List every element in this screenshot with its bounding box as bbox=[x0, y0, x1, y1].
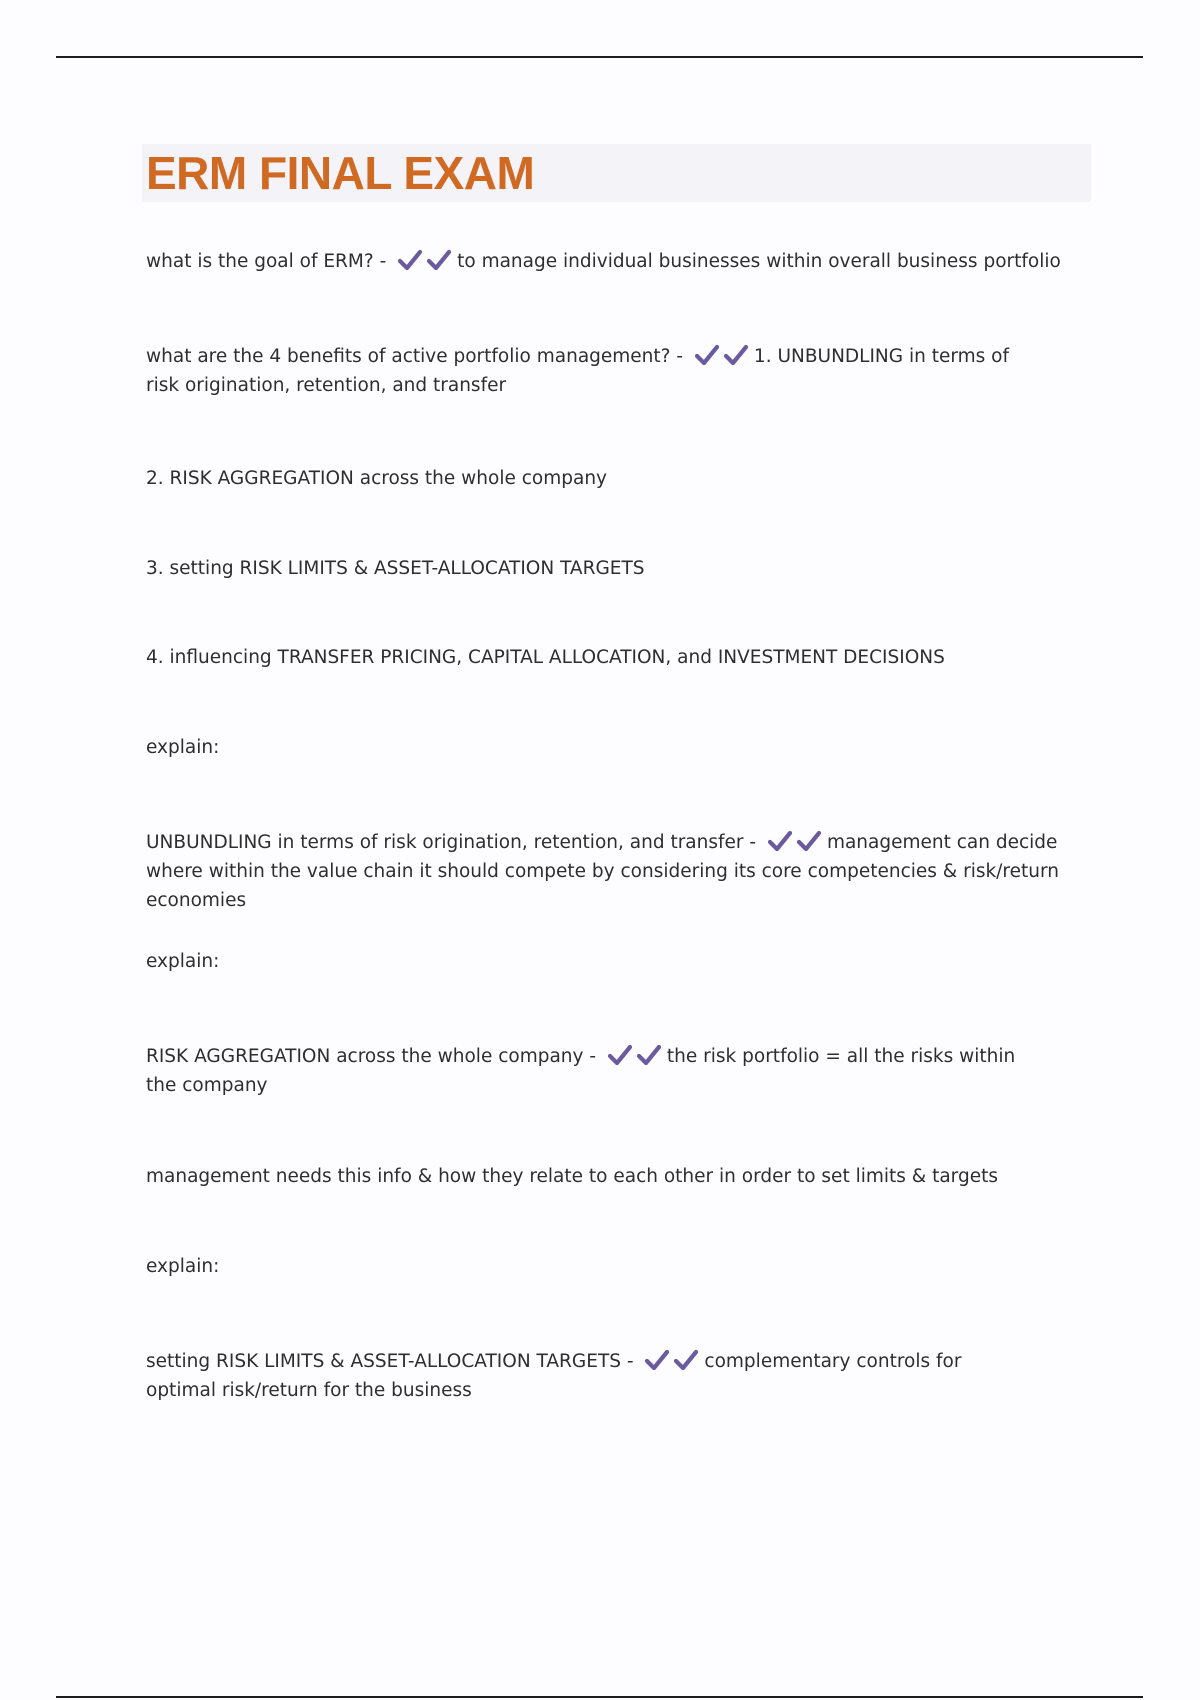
checkmark-icon bbox=[608, 1044, 632, 1066]
question-text: UNBUNDLING in terms of risk origination, retention, and transfer bbox=[146, 832, 744, 853]
check-pair bbox=[768, 828, 826, 857]
separator: - bbox=[583, 1046, 602, 1067]
page-title: ERM FINAL EXAM bbox=[146, 147, 535, 199]
check-pair bbox=[608, 1042, 666, 1071]
checkmark-icon bbox=[724, 344, 748, 366]
check-pair bbox=[695, 342, 753, 371]
answer-text: the risk portfolio = all the risks within the company bbox=[146, 1046, 1016, 1096]
top-rule bbox=[56, 56, 1143, 58]
qa-entry bbox=[146, 342, 1046, 400]
list-item: 3. setting RISK LIMITS & ASSET-ALLOCATION TARGETS bbox=[146, 558, 645, 579]
answer-text: complementary controls for optimal risk/return for the business bbox=[146, 1351, 962, 1401]
checkmark-icon bbox=[398, 249, 422, 271]
bottom-rule bbox=[56, 1696, 1143, 1698]
separator: - bbox=[373, 251, 393, 272]
answer-text: to manage individual businesses within overall business portfolio bbox=[457, 251, 1061, 272]
qa-entry bbox=[146, 1347, 1026, 1405]
paragraph: management needs this info & how they relate to each other in order to set limits & targets bbox=[146, 1166, 998, 1187]
checkmark-icon bbox=[674, 1349, 698, 1371]
separator: - bbox=[620, 1351, 640, 1372]
question-text: setting RISK LIMITS & ASSET-ALLOCATION TARGETS bbox=[146, 1351, 621, 1372]
list-item: 4. influencing TRANSFER PRICING, CAPITAL ALLOCATION, and INVESTMENT DECISIONS bbox=[146, 647, 945, 668]
explain-label: explain: bbox=[146, 951, 220, 972]
question-text: what is the goal of ERM? bbox=[146, 251, 374, 272]
checkmark-icon bbox=[797, 830, 821, 852]
separator: - bbox=[670, 346, 689, 367]
checkmark-icon bbox=[637, 1044, 661, 1066]
question-text: RISK AGGREGATION across the whole company bbox=[146, 1046, 584, 1067]
qa-entry bbox=[146, 828, 1096, 915]
qa-entry bbox=[146, 1042, 1046, 1100]
checkmark-icon bbox=[768, 830, 792, 852]
check-pair bbox=[398, 247, 456, 276]
checkmark-icon bbox=[427, 249, 451, 271]
checkmark-icon bbox=[645, 1349, 669, 1371]
checkmark-icon bbox=[695, 344, 719, 366]
check-pair bbox=[645, 1347, 703, 1376]
qa-entry bbox=[146, 247, 1106, 276]
answer-text: management can decide where within the value chain it should compete by considering its core competencies & risk/return economies bbox=[146, 832, 1059, 911]
explain-label: explain: bbox=[146, 737, 220, 758]
list-item: 2. RISK AGGREGATION across the whole company bbox=[146, 468, 608, 489]
question-text: what are the 4 benefits of active portfolio management? bbox=[146, 346, 671, 367]
explain-label: explain: bbox=[146, 1256, 220, 1277]
answer-text: 1. UNBUNDLING in terms of risk origination, retention, and transfer bbox=[146, 346, 1010, 396]
separator: - bbox=[743, 832, 762, 853]
